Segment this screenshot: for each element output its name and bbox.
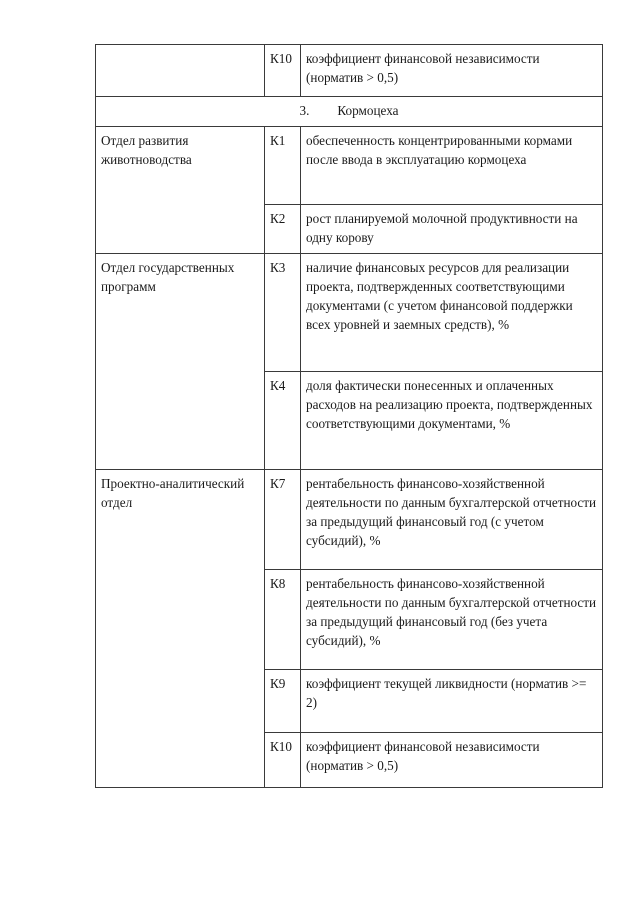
criterion-text: доля фактически понесенных и оплаченных расходов на реализацию проекта, подтвержденных соответствующими документами, % — [301, 372, 603, 470]
section-title: Кормоцеха — [337, 103, 399, 118]
criterion-text: рост планируемой молочной продуктивности на одну корову — [301, 205, 603, 254]
criterion-code: К8 — [265, 570, 301, 670]
department-cell: Проектно-аналитический отдел — [96, 470, 265, 788]
section-row — [96, 97, 603, 127]
criterion-text: рентабельность финансово-хозяйственной деятельности по данным бухгалтерской отчетности за предыдущий финансовый год (без учета субсидий), % — [301, 570, 603, 670]
section-heading — [96, 97, 603, 127]
table-row — [96, 254, 603, 372]
section-number: 3. — [299, 103, 310, 118]
table-row — [96, 45, 603, 97]
criterion-code: К3 — [265, 254, 301, 372]
criterion-code: К1 — [265, 127, 301, 205]
table-row — [96, 470, 603, 570]
criterion-text: наличие финансовых ресурсов для реализации проекта, подтвержденных соответствующими документами (с учетом финансовой поддержки всех уровней и заемных средств), % — [301, 254, 603, 372]
criterion-code: К2 — [265, 205, 301, 254]
criterion-code: К4 — [265, 372, 301, 470]
criterion-text: коэффициент финансовой независимости (норматив > 0,5) — [301, 733, 603, 788]
criterion-code: К10 — [265, 733, 301, 788]
criterion-text: коэффициент финансовой независимости (норматив > 0,5) — [301, 45, 603, 97]
criterion-text: коэффициент текущей ликвидности (норматив >= 2) — [301, 670, 603, 733]
criterion-text: обеспеченность концентрированными кормами после ввода в эксплуатацию кормоцеха — [301, 127, 603, 205]
department-cell — [96, 45, 265, 97]
criteria-table — [95, 44, 603, 788]
department-cell: Отдел государственных программ — [96, 254, 265, 470]
criterion-code: К7 — [265, 470, 301, 570]
criterion-text: рентабельность финансово-хозяйственной деятельности по данным бухгалтерской отчетности за предыдущий финансовый год (с учетом субсидий), % — [301, 470, 603, 570]
table-row — [96, 127, 603, 205]
department-cell: Отдел развития животноводства — [96, 127, 265, 254]
criterion-code: К9 — [265, 670, 301, 733]
criterion-code: К10 — [265, 45, 301, 97]
